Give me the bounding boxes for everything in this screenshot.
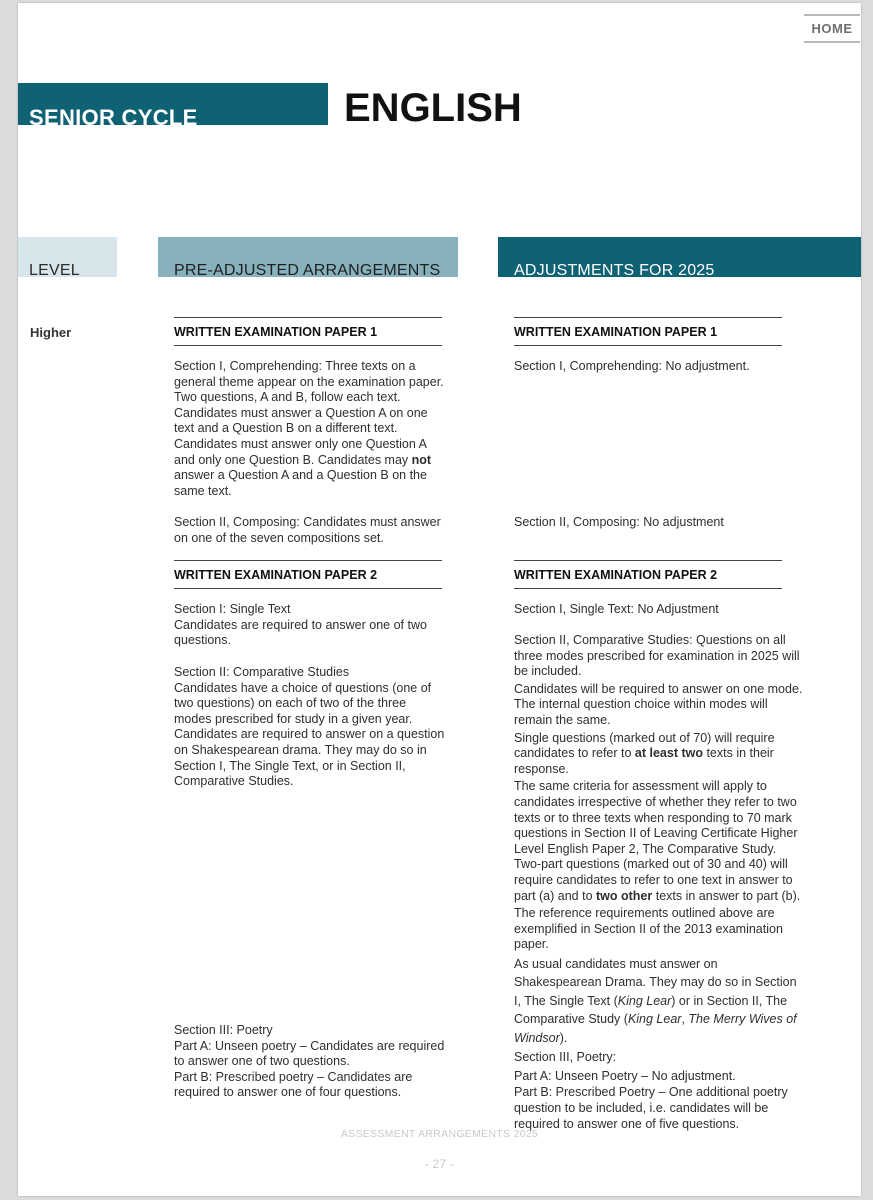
adj-paper1-section2: Section II, Composing: No adjustment <box>514 515 724 529</box>
subject-title: ENGLISH <box>344 86 522 130</box>
pre-p2-s3-title: Section III: Poetry <box>174 1023 273 1037</box>
page-number: - 27 - <box>424 1157 455 1171</box>
senior-cycle-label: SENIOR CYCLE <box>29 105 198 125</box>
pre-paper1-section2: Section II, Composing: Candidates must answer on one of the seven compositions set. <box>174 515 441 545</box>
adj-p2-shak-title-1: King Lear <box>617 993 672 1008</box>
level-header-label: LEVEL <box>29 262 80 277</box>
pre-p1-s1-text-b: answer a Question A and a Question B on the same text. <box>174 468 427 498</box>
adj-paper2-heading: WRITTEN EXAMINATION PAPER 2 <box>514 560 782 589</box>
adj-p2-s3-part-a: Part A: Unseen Poetry – No adjustment. <box>514 1068 736 1083</box>
pre-p2-s3-part-a: Part A: Unseen poetry – Candidates are required to answer one of two questions. <box>174 1038 445 1069</box>
adj-p2-single-text-b: texts in their response. <box>514 746 774 776</box>
level-value: Higher <box>30 325 72 340</box>
adj-p2-shak-title-2: King Lear <box>627 1012 682 1027</box>
adj-p2-shak-text-b: ) or in Section II, The Comparative Study ( <box>514 993 788 1027</box>
pre-p2-s3-part-b: Part B: Prescribed poetry – Candidates are required to answer one of four questions. <box>174 1069 413 1100</box>
adj-p2-shak-text-c: , <box>681 1012 689 1027</box>
pre-paper2-section2 <box>174 665 446 790</box>
adj-p2-s2-single <box>514 731 806 778</box>
pre-paper2-section3 <box>174 1023 446 1101</box>
adj-p2-s3-part-b: Part B: Prescribed Poetry – One additional poetry question to be included, i.e. candidates will be required to answer one of five questions. <box>514 1085 788 1131</box>
pre-adjusted-header-label: PRE-ADJUSTED ARRANGEMENTS <box>174 262 441 277</box>
adj-p2-shak-text-a: As usual candidates must answer on Shakespearean Drama. They may do so in Section I, The Single Text ( <box>514 956 797 1008</box>
adj-p2-s2-criteria: The same criteria for assessment will apply to candidates irrespective of whether they refer to two texts or to three texts when responding to 70 mark questions in Section II of Leaving Certificate Higher Level English Paper 2, The Comparative Study. <box>514 779 798 856</box>
adj-p2-s2-reference: The reference requirements outlined above are exemplified in Section II of the 2013 examination paper. <box>514 906 783 952</box>
adj-p2-s3-title: Section III, Poetry: <box>514 1050 617 1065</box>
level-column-header <box>18 237 117 277</box>
adj-paper1-section1: Section I, Comprehending: No adjustment. <box>514 359 750 373</box>
adjustments-header-label: ADJUSTMENTS FOR 2025 <box>514 262 715 277</box>
pre-p2-s2-title: Section II: Comparative Studies <box>174 665 350 679</box>
adj-p2-two-text-b: texts in answer to part (b). <box>652 888 801 903</box>
adj-paper1-heading: WRITTEN EXAMINATION PAPER 1 <box>514 317 782 346</box>
adj-p2-two-bold: two other <box>596 888 653 903</box>
pre-paper1-section1 <box>174 359 446 499</box>
pre-paper2-section1 <box>174 602 446 649</box>
document-page <box>18 3 861 1196</box>
adj-p2-shakespeare <box>514 955 806 1048</box>
pre-p2-s2-body: Candidates have a choice of questions (one of two questions) on each of two of the three modes prescribed for study in a given year. Candidates are required to answer on a question on Shakespearean drama. They may do so in Section I, The Single Text, or in Section II, Comparative Studies. <box>174 680 445 789</box>
adj-p2-single-bold: at least two <box>634 746 703 761</box>
adj-paper2-section2 <box>514 633 806 1132</box>
home-button[interactable]: HOME <box>804 14 860 43</box>
pre-adjusted-column-header <box>158 237 458 277</box>
pre-paper1-heading: WRITTEN EXAMINATION PAPER 1 <box>174 317 442 346</box>
adj-p2-s2-intro: Section II, Comparative Studies: Questions on all three modes prescribed for examination in 2025 will be included. <box>514 633 800 679</box>
adj-p2-s2-mode: Candidates will be required to answer on one mode. The internal question choice within modes will remain the same. <box>514 681 803 727</box>
pre-p2-s1-title: Section I: Single Text <box>174 602 291 616</box>
adj-p2-shak-title-3: The Merry Wives of Windsor <box>514 1012 797 1045</box>
senior-cycle-banner <box>18 83 328 125</box>
adj-paper2-section1: Section I, Single Text: No Adjustment <box>514 602 719 616</box>
adj-p2-s2-two-part <box>514 857 806 904</box>
pre-p1-s1-text-a: Section I, Comprehending: Three texts on a general theme appear on the examination paper. Two questions, A and B, follow each text. Candidates must answer a Question A on one text and a Question B on a different text. Candidates must answer only one Question A and only one Question B. Candidates may <box>174 359 444 467</box>
pre-p1-s1-not: not <box>411 452 432 467</box>
adj-p2-single-text-a: Single questions (marked out of 70) will require candidates to refer to <box>514 730 775 761</box>
footer-title: ASSESSMENT ARRANGEMENTS 2025 <box>340 1128 539 1140</box>
adj-p2-shak-text-d: ). <box>559 1030 568 1045</box>
adj-p2-two-text-a: Two-part questions (marked out of 30 and 40) will require candidates to refer to one text in answer to part (a) and to <box>514 857 793 903</box>
adjustments-column-header <box>498 237 861 277</box>
pre-p2-s1-body: Candidates are required to answer one of two questions. <box>174 617 427 648</box>
pre-paper2-heading: WRITTEN EXAMINATION PAPER 2 <box>174 560 442 589</box>
